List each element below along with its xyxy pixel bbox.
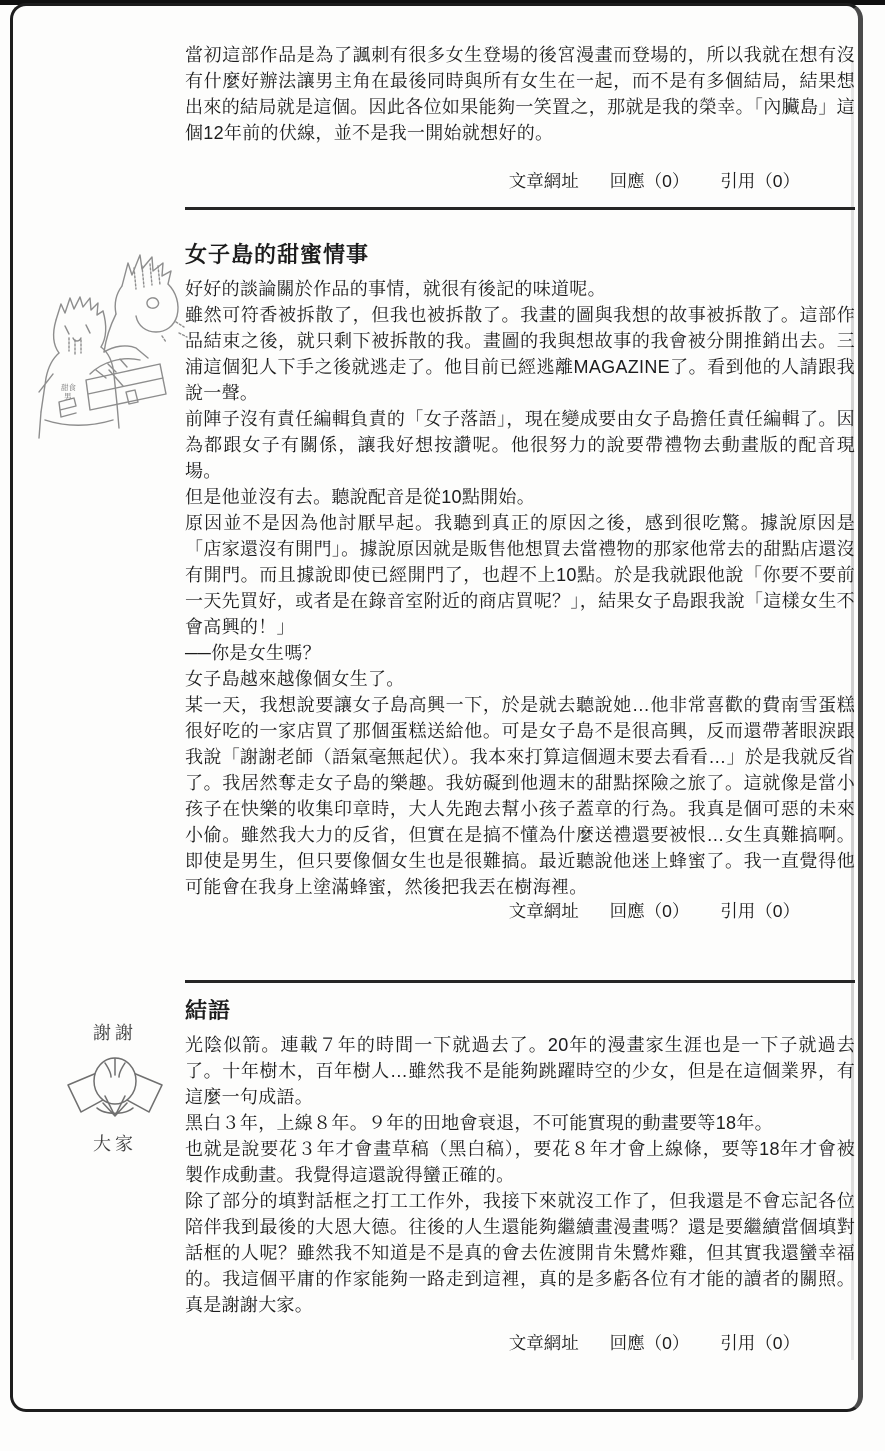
permalink-label: 文章網址 — [508, 901, 579, 921]
closing-section — [185, 996, 855, 1318]
sweet-section-title: 女子島的甜蜜情事 — [185, 242, 370, 267]
sweet-paragraph: 前陣子沒有責任編輯負責的「女子落語」，現在變成要由女子島擔任責任編輯了。因為都跟女子有關係，讓我好想按讚呢。他很努力的說要帶禮物去動畫版的配音現場。 — [185, 409, 855, 481]
comments-count-label: 回應（0） — [609, 901, 690, 921]
closing-section-title: 結語 — [185, 998, 232, 1023]
bowing-figure-drawing — [55, 1046, 175, 1128]
permalink-label: 文章網址 — [508, 1333, 579, 1353]
section-divider — [185, 207, 855, 210]
entry-footer-3 — [185, 1330, 855, 1356]
sweet-paragraph: 女子島越來越像個女生了。 — [185, 669, 405, 689]
duo-sketch-drawing — [28, 240, 196, 458]
section-divider — [185, 980, 855, 983]
sweet-paragraph: 雖然可符香被拆散了，但我也被拆散了。我畫的圖與我想的故事被拆散了。這部作品結束之後，就只剩下被拆散的我。畫圖的我與想故事的我會被分開推銷出去。三浦這個犯人下手之後就逃走了。他目前已經逃離MAGAZINE了。看到他的人請跟我說一聲。 — [185, 305, 855, 403]
closing-paragraph: 光陰似箭。連載７年的時間一下就過去了。20年的漫畫家生涯也是一下子就過去了。十年樹木，百年樹人…雖然我不是能夠跳躍時空的少女，但是在這個業界，有這麼一句成語。 — [185, 1035, 855, 1107]
closing-paragraph: 除了部分的填對話框之打工工作外，我接下來就沒工作了，但我還是不會忘記各位陪伴我到最後的大恩大德。往後的人生還能夠繼續畫漫畫嗎？還是要繼續當個填對話框的人呢？雖然我不知道是不是真的會去佐渡開肯朱鷺炸雞，但其實我還蠻幸福的。我這個平庸的作家能夠一路走到這裡，真的是多虧各位有才能的讀者的關照。真是謝謝大家。 — [185, 1191, 855, 1315]
shirt-text-line1: 甜食 — [61, 383, 76, 392]
entry-footer-1 — [185, 168, 855, 194]
sweet-paragraph: ──你是女生嗎？ — [185, 643, 321, 663]
sweet-paragraph: 某一天，我想說要讓女子島高興一下，於是就去聽說她…他非常喜歡的費南雪蛋糕很好吃的一家店買了那個蛋糕送給他。可是女子島不是很高興，反而還帶著眼淚跟我說「謝謝老師（語氣毫無起伏）。我本來打算這個週末要去看看…」於是我就反省了。我居然奪走女子島的樂趣。我妨礙到他週末的甜點探險之旅了。這就像是當小孩子在快樂的收集印章時，大人先跑去幫小孩子蓋章的行為。我真是個可惡的未來小偷。雖然我大力的反省，但實在是搞不懂為什麼送禮還要被恨…女生真難搞啊。即使是男生，但只要像個女生也是很難搞。最近聽說他迷上蜂蜜了。我一直覺得他可能會在我身上塗滿蜂蜜，然後把我丟在樹海裡。 — [185, 695, 855, 897]
shirt-text-line2: 男 — [64, 392, 72, 401]
intro-section — [185, 42, 855, 146]
comments-count-label: 回應（0） — [609, 1333, 690, 1353]
sweet-paragraph: 好好的談論關於作品的事情，就很有後記的味道呢。 — [185, 279, 606, 299]
sweet-paragraph: 但是他並沒有去。聽說配音是從10點開始。 — [185, 487, 536, 507]
closing-paragraph: 黑白３年，上線８年。９年的田地會衰退，不可能實現的動畫要等18年。 — [185, 1113, 773, 1133]
sweet-paragraph: 原因並不是因為他討厭早起。我聽到真正的原因之後，感到很吃驚。據說原因是「店家還沒有開門」。據說原因就是販售他想買去當禮物的那家他常去的甜點店還沒有開門。而且據說即使已經開門了，也趕不上10點。於是我就跟他說「你要不要前一天先買好，或者是在錄音室附近的商店買呢？」，結果女子島跟我說「這樣女生不會高興的！」 — [185, 513, 855, 637]
sweet-section — [185, 240, 855, 900]
duo-sketch-illustration — [28, 240, 196, 458]
intro-paragraph: 當初這部作品是為了諷刺有很多女生登場的後宮漫畫而登場的，所以我就在想有沒有什麼好辦法讓男主角在最後同時與所有女生在一起，而不是有多個結局，結果想出來的結局就是這個。因此各位如果能夠一笑置之，那就是我的榮幸。「內臟島」這個12年前的伏線，並不是我一開始就想好的。 — [185, 45, 855, 143]
entry-footer-2 — [185, 898, 855, 924]
closing-paragraph: 也就是說要花３年才會畫草稿（黑白稿），要花８年才會上線條，要等18年才會被製作成動畫。我覺得這還說得蠻正確的。 — [185, 1139, 855, 1185]
bow-sketch-illustration — [48, 1022, 182, 1157]
comments-count-label: 回應（0） — [609, 171, 690, 191]
trackback-count-label: 引用（0） — [720, 1333, 800, 1353]
permalink-label: 文章網址 — [508, 171, 579, 191]
trackback-count-label: 引用（0） — [720, 901, 800, 921]
everyone-caption: 大家 — [93, 1134, 137, 1155]
thanks-caption: 謝謝 — [93, 1023, 137, 1044]
trackback-count-label: 引用（0） — [720, 171, 800, 191]
